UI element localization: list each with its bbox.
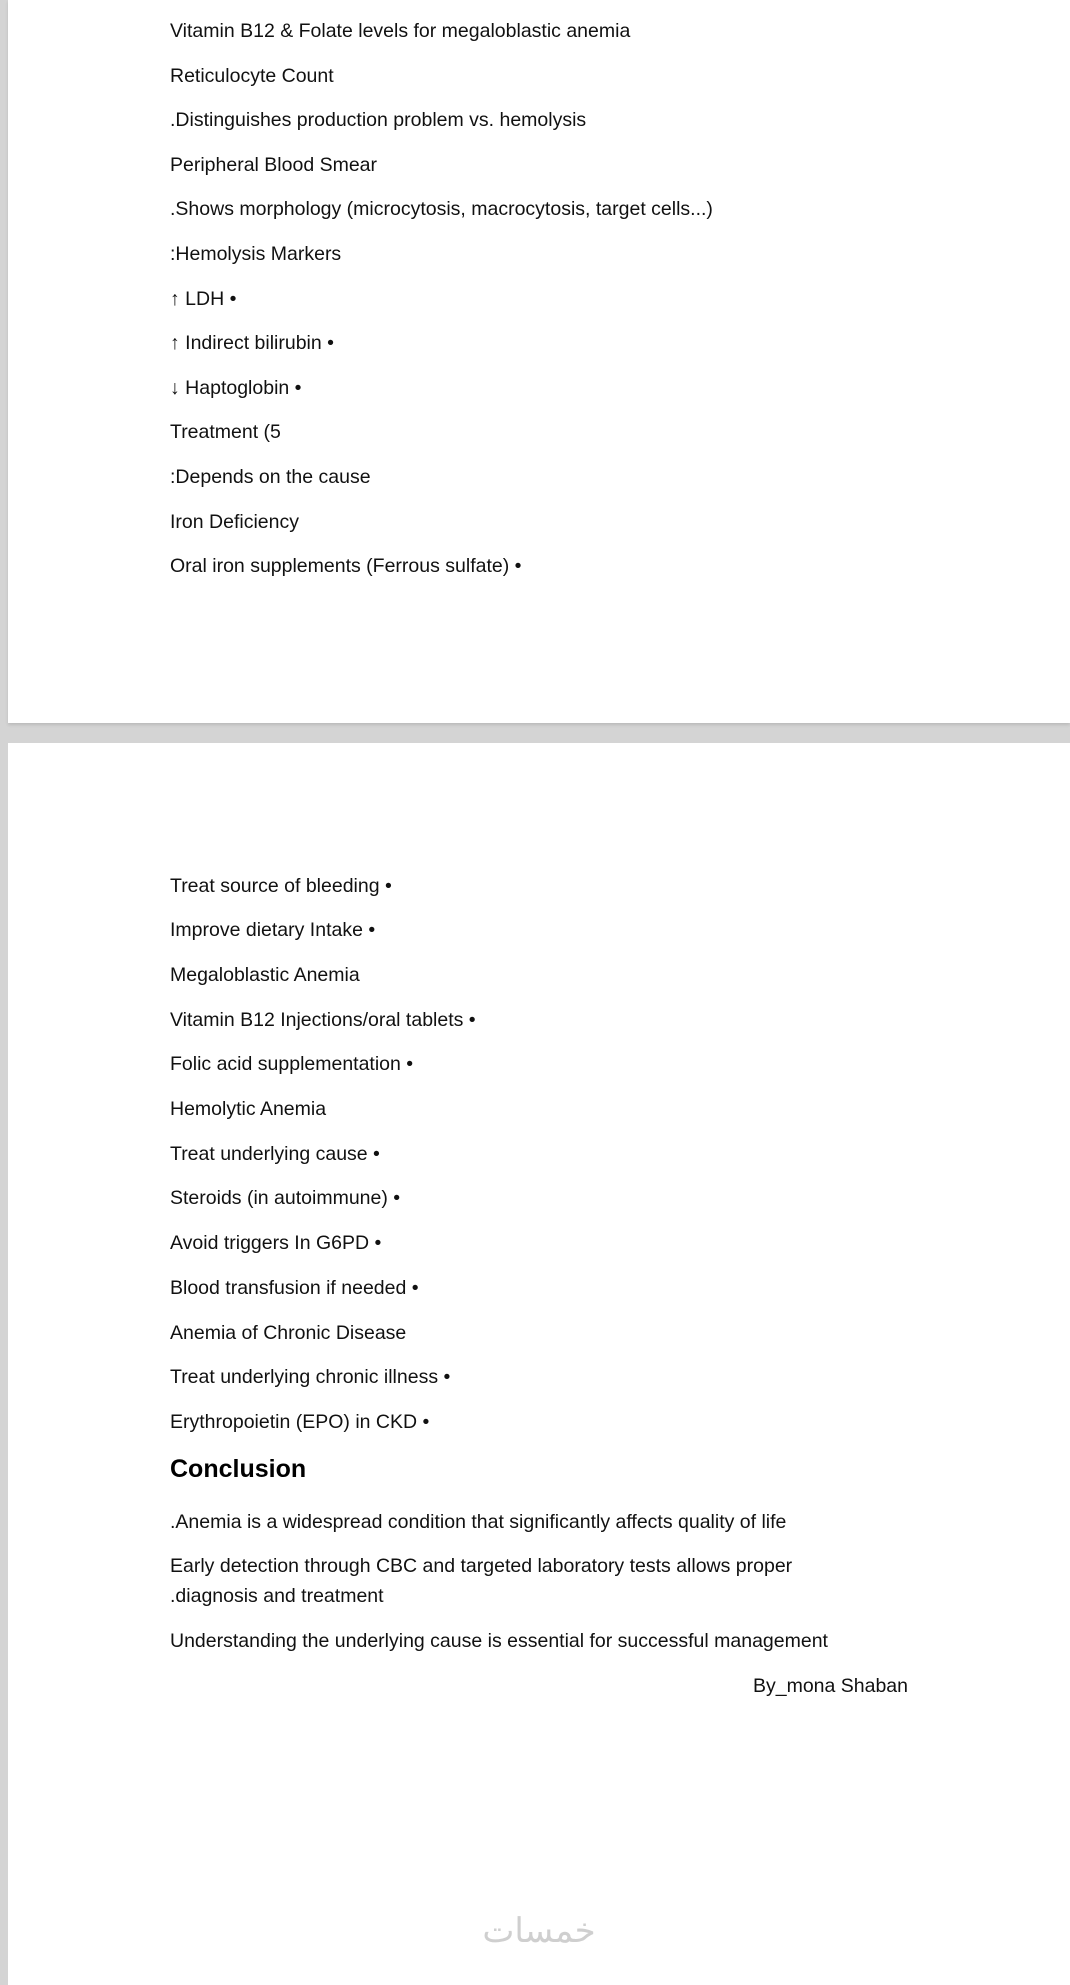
text-line: ↓ Haptoglobin • [170, 377, 302, 399]
conclusion-paragraph: Understanding the underlying cause is essential for successful management [170, 1630, 828, 1652]
text-line: Erythropoietin (EPO) in CKD • [170, 1411, 430, 1433]
text-line: Improve dietary Intake • [170, 919, 376, 941]
conclusion-paragraph: .diagnosis and treatment [170, 1585, 384, 1607]
text-line: .Distinguishes production problem vs. hemolysis [170, 109, 587, 131]
conclusion-heading: Conclusion [170, 1455, 307, 1483]
text-line: Iron Deficiency [170, 511, 299, 533]
text-line: Vitamin B12 Injections/oral tablets • [170, 1009, 476, 1031]
text-line: ↑ LDH • [170, 288, 237, 310]
text-line: Oral iron supplements (Ferrous sulfate) • [170, 555, 522, 577]
text-line: Blood transfusion if needed • [170, 1277, 419, 1299]
conclusion-paragraph: .Anemia is a widespread condition that significantly affects quality of life [170, 1511, 787, 1533]
text-line: Hemolytic Anemia [170, 1098, 327, 1120]
text-line: Treat underlying cause • [170, 1143, 380, 1165]
text-line: :Depends on the cause [170, 466, 371, 488]
text-line: Treatment (5 [170, 421, 281, 443]
document-page-1 [8, 0, 1070, 723]
author-signature: By_mona Shaban [752, 1675, 908, 1697]
text-line: Vitamin B12 & Folate levels for megaloblastic anemia [170, 20, 631, 42]
text-line: Avoid triggers In G6PD • [170, 1232, 382, 1254]
watermark-logo: خمسات [482, 1912, 596, 1950]
text-line: Megaloblastic Anemia [170, 964, 360, 986]
text-line: :Hemolysis Markers [170, 243, 342, 265]
text-line: Steroids (in autoimmune) • [170, 1187, 401, 1209]
text-line: Peripheral Blood Smear [170, 154, 378, 176]
text-line: .Shows morphology (microcytosis, macrocytosis, target cells...) [170, 198, 713, 220]
conclusion-paragraph: Early detection through CBC and targeted laboratory tests allows proper [170, 1555, 793, 1577]
text-line: Treat underlying chronic illness • [170, 1366, 451, 1388]
text-line: Treat source of bleeding • [170, 875, 392, 897]
text-line: ↑ Indirect bilirubin • [170, 332, 334, 354]
document-page-2 [8, 743, 1070, 1985]
text-line: Folic acid supplementation • [170, 1053, 414, 1075]
text-line: Reticulocyte Count [170, 65, 334, 87]
text-line: Anemia of Chronic Disease [170, 1322, 407, 1344]
